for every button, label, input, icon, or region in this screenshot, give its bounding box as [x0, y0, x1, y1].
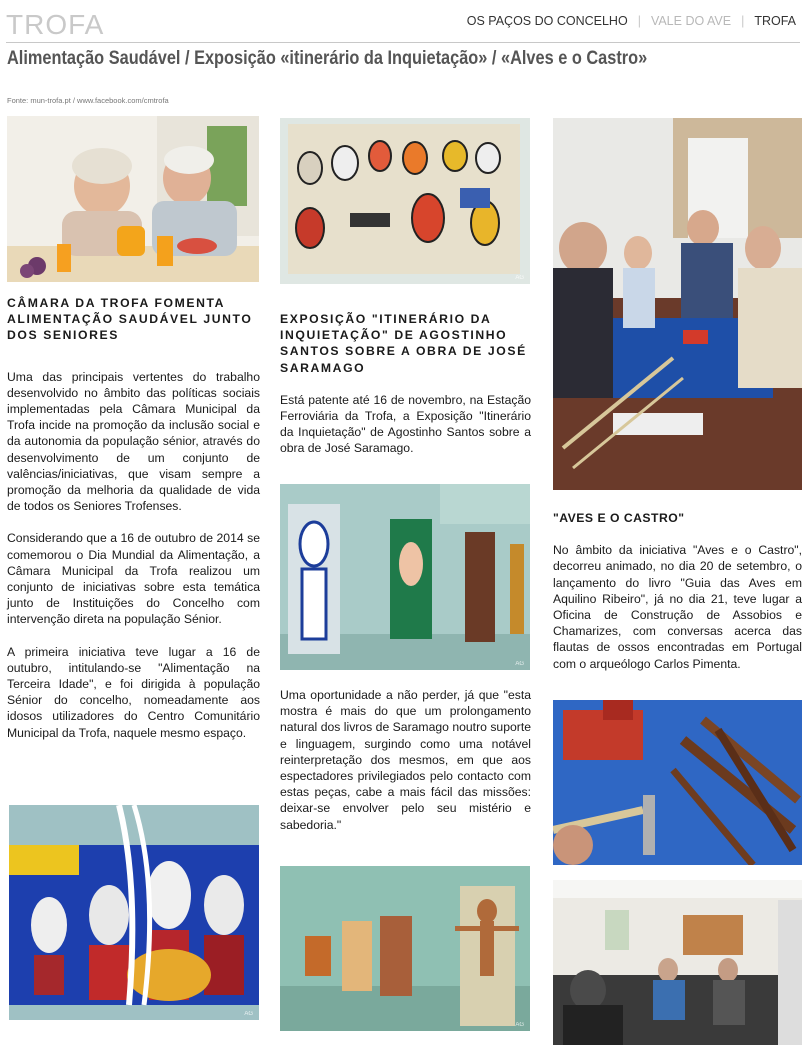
header-divider	[6, 42, 800, 43]
photo-gallery-paintings	[280, 866, 530, 1031]
top-navigation	[467, 13, 796, 29]
nav-separator: |	[741, 14, 745, 28]
photo-credit: AG	[515, 661, 524, 667]
photo-painting-faces	[9, 805, 259, 1020]
nav-separator: |	[637, 14, 641, 28]
article-col1	[7, 295, 260, 741]
brand-title: TROFA	[6, 9, 105, 40]
photo-conference-room	[553, 880, 802, 1045]
article-col3	[553, 510, 802, 672]
page-title: Alimentação Saudável / Exposição «itinerário da Inquietação» / «Alves e o Castro»	[7, 48, 648, 69]
paragraph: Considerando que a 16 de outubro de 2014 se comemorou o Dia Mundial da Alimentação, a Câmara Municipal da Trofa realizou um conjunto de iniciativas sobre esta temática junto de Instituições do Concelho com intervenção direta na população Sénior.	[7, 531, 260, 627]
heading-alimentacao: CÂMARA DA TROFA FOMENTA ALIMENTAÇÃO SAUDÁVEL JUNTO DOS SENIORES	[7, 296, 253, 343]
paragraph: Está patente até 16 de novembro, na Estação Ferroviária da Trofa, a Exposição "Itinerário da Inquietação" de Agostinho Santos sobre a obra de José Saramago.	[280, 392, 531, 456]
nav-item-trofa[interactable]: TROFA	[754, 14, 796, 28]
photo-credit: AG	[244, 1011, 253, 1017]
article-col2	[280, 311, 531, 457]
photo-seniors-meal	[7, 116, 259, 282]
paragraph: Uma oportunidade a não perder, já que "esta mostra é mais do que um prolongamento natural dos livros de Saramago noutro suporte e linguagem, surgindo como uma notável reinterpretação dos mesmos, em que aos espectadores privilegiados pelo contacto com estas peças, cabe a mais fácil das missões: deixar-se envolver pelo seu mistério e sabedoria."	[280, 688, 531, 832]
paragraph: No âmbito da iniciativa "Aves e o Castro", decorreu animado, no dia 20 de setembro, o lançamento do livro "Guia das Aves em Aquilino Ribeiro", já no dia 21, teve lugar a Oficina de Construção de Assobios e Chamarizes, com conversas acerca das flautas de ossos encontradas em Portugal com o arqueólogo Carlos Pimenta.	[553, 543, 802, 671]
paragraph: A primeira iniciativa teve lugar a 16 de outubro, intitulando-se "Alimentação na Terceira Idade", e foi dirigida à população Sénior do concelho, nomeadamente aos idosos utilizadores do Centro Comunitário Municipal da Trofa, naquele mesmo espaço.	[7, 644, 260, 740]
photo-credit: AG	[515, 275, 524, 281]
photo-gallery-wall	[280, 484, 530, 670]
photo-exhibition-painting	[280, 118, 530, 284]
nav-item-pacos[interactable]: OS PAÇOS DO CONCELHO	[466, 14, 628, 28]
article-col2-cont	[280, 687, 531, 833]
photo-credit: AG	[515, 1022, 524, 1028]
photo-whistles-closeup	[553, 700, 802, 865]
paragraph: Uma das principais vertentes do trabalho desenvolvido no âmbito das políticas sociais implementadas pela Câmara Municipal da Trofa incide na promoção da inclusão social e da autonomia da população sénior, através do desenvolvimento de um conjunto de valências/iniciativas, que visam sempre a promoção da melhoria da qualidade de vida de todos os Seniores Trofenses.	[7, 369, 260, 514]
heading-exposicao: EXPOSIÇÃO "ITINERÁRIO DA INQUIETAÇÃO" DE AGOSTINHO SANTOS SOBRE A OBRA DE JOSÉ SARAMAGO	[280, 312, 527, 375]
source-credit: Fonte: mun-trofa.pt / www.facebook.com/cmtrofa	[7, 96, 169, 105]
heading-aves-castro: "AVES E O CASTRO"	[553, 511, 685, 525]
nav-item-vale-do-ave[interactable]: VALE DO AVE	[650, 14, 732, 28]
photo-workshop-table	[553, 118, 802, 490]
